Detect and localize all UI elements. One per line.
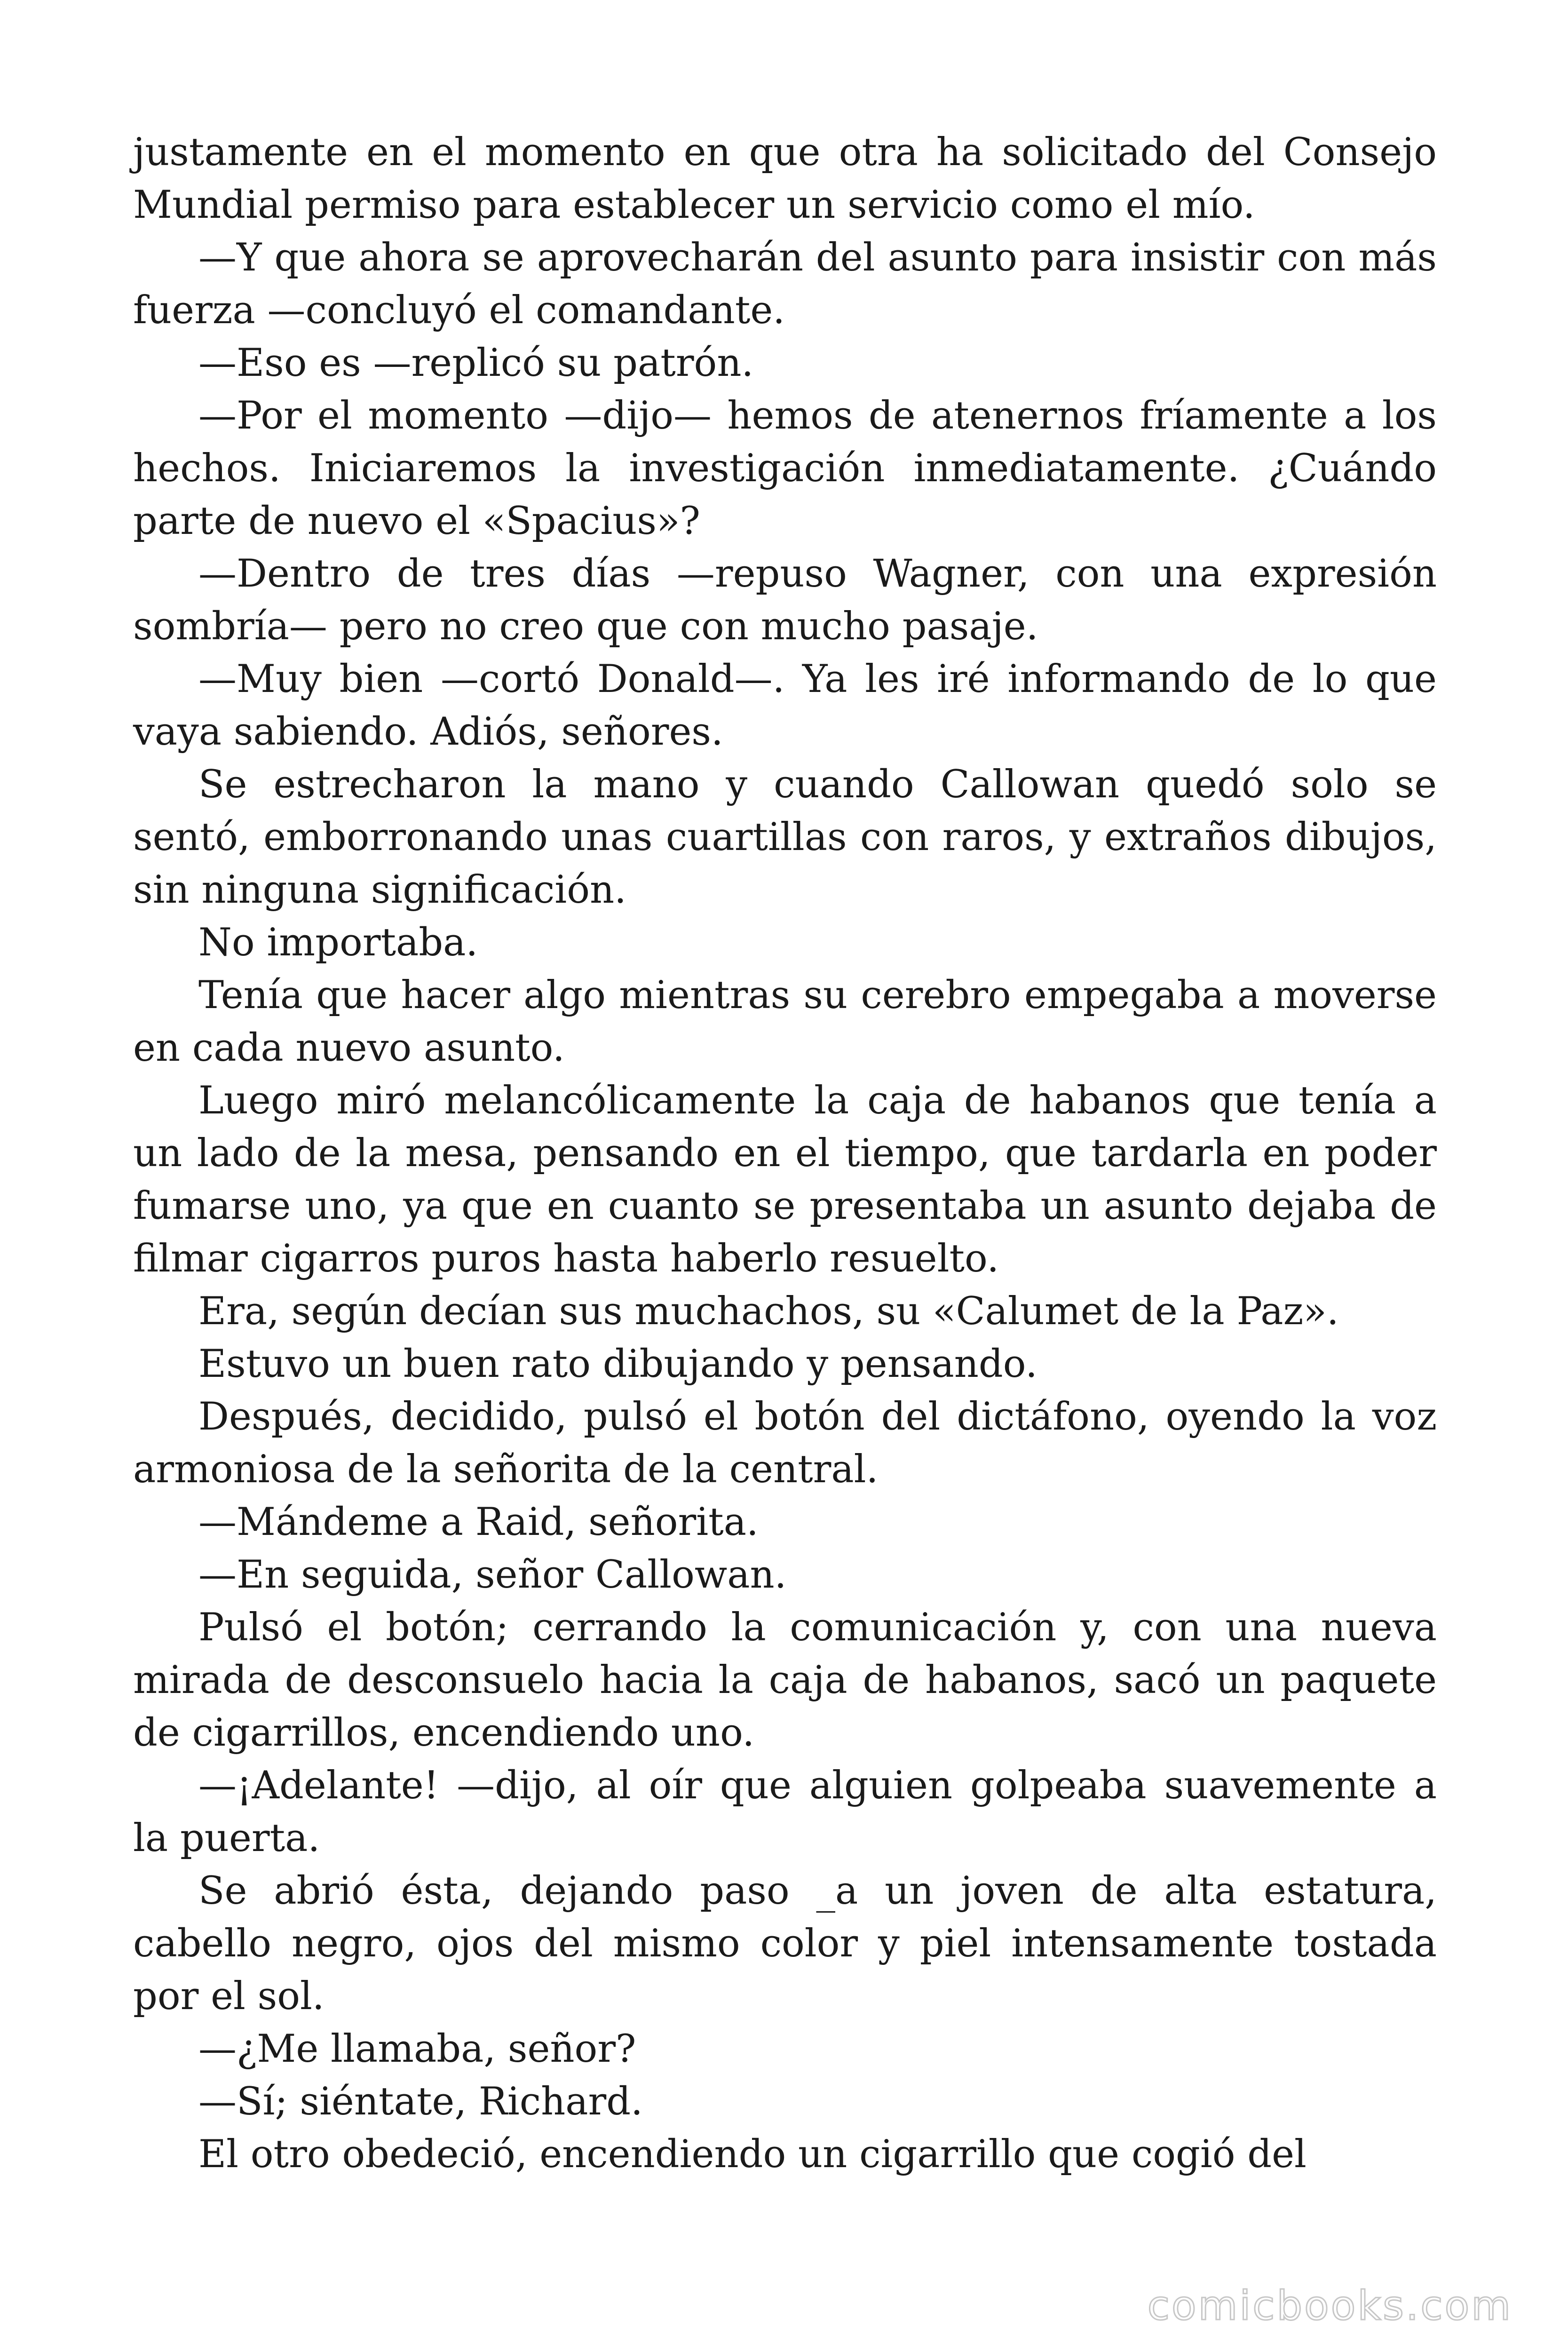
paragraph: No importaba. — [198, 921, 478, 965]
paragraph: —¿Me llamaba, señor? — [198, 2027, 636, 2071]
paragraph: —Sí; siéntate, Richard. — [198, 2080, 643, 2124]
paragraph: El otro obedeció, encendiendo un cigarrillo que cogió del — [198, 2132, 1307, 2177]
paragraph: Era, según decían sus muchachos, su «Calumet de la Paz». — [198, 1289, 1339, 1334]
paragraph: Pulsó el botón; cerrando la comunicación y, con una nueva mirada de desconsuelo hacia la caja de habanos, sacó un paquete de cigarrillos, encendiendo uno. — [133, 1605, 1437, 1755]
paragraph: —En seguida, señor Callowan. — [198, 1553, 787, 1597]
paragraph: Se abrió ésta, dejando paso _a un joven de alta estatura, cabello negro, ojos del mismo color y piel intensamente tostada por el sol. — [133, 1869, 1437, 2018]
watermark: comicbooks.com — [1147, 2282, 1513, 2329]
paragraph: —Dentro de tres días —repuso Wagner, con una expresión sombría— pero no creo que con mucho pasaje. — [133, 552, 1437, 649]
paragraph: —¡Adelante! —dijo, al oír que alguien golpeaba suavemente a la puerta. — [133, 1764, 1437, 1860]
paragraph: Estuvo un buen rato dibujando y pensando. — [198, 1342, 1037, 1386]
paragraph: —Mándeme a Raid, señorita. — [198, 1500, 759, 1544]
paragraph: Tenía que hacer algo mientras su cerebro empegaba a moverse en cada nuevo asunto. — [133, 973, 1437, 1070]
page-text — [133, 126, 1437, 2181]
paragraph: justamente en el momento en que otra ha solicitado del Consejo Mundial permiso para establecer un servicio como el mío. — [133, 130, 1437, 227]
paragraph: —Eso es —replicó su patrón. — [198, 341, 754, 385]
paragraph: Luego miró melancólicamente la caja de habanos que tenía a un lado de la mesa, pensando en el tiempo, que tardarla en poder fumarse uno, ya que en cuanto se presentaba un asunto dejaba de filmar cigarros puros hasta haberlo resuelto. — [133, 1079, 1437, 1281]
paragraph: Se estrecharon la mano y cuando Callowan quedó solo se sentó, emborronando unas cuartillas con raros, y extraños dibujos, sin ninguna significación. — [133, 763, 1437, 912]
paragraph: —Y que ahora se aprovecharán del asunto para insistir con más fuerza —concluyó el comandante. — [133, 236, 1437, 333]
paragraph: —Muy bien —cortó Donald—. Ya les iré informando de lo que vaya sabiendo. Adiós, señores. — [133, 657, 1437, 754]
paragraph: —Por el momento —dijo— hemos de atenernos fríamente a los hechos. Iniciaremos la investigación inmediatamente. ¿Cuándo parte de nuevo el «Spacius»? — [133, 394, 1437, 543]
paragraph: Después, decidido, pulsó el botón del dictáfono, oyendo la voz armoniosa de la señorita de la central. — [133, 1395, 1437, 1492]
